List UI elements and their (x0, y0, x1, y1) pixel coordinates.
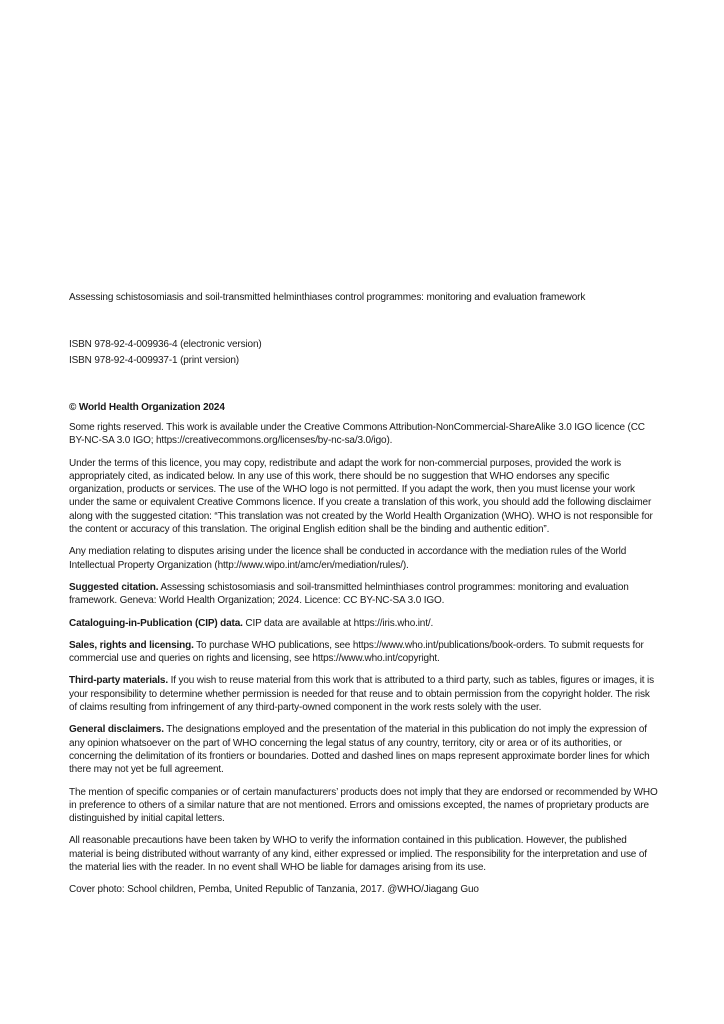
licence-terms-paragraph: Under the terms of this licence, you may copy, redistribute and adapt the work for non-commercial purposes, provided the work is appropriately cited, as indicated below. In any use of this work, there should be no suggestion that WHO endorses any specific organization, products or services. The use of the WHO logo is not permitted. If you adapt the work, then you must license your work under the same or equivalent Creative Commons licence. If you create a translation of this work, you should add the following disclaimer along with the suggested citation: “This translation was not created by the World Health Organization (WHO). WHO is not responsible for the content or accuracy of this translation. The original English edition shall be the binding and authentic edition”. (69, 457, 653, 536)
isbn-print: ISBN 978-92-4-009937-1 (print version) (69, 355, 239, 366)
third-party-paragraph (69, 674, 659, 714)
citation-paragraph (69, 581, 659, 608)
sales-paragraph (69, 639, 659, 666)
rights-paragraph: Some rights reserved. This work is available under the Creative Commons Attribution-NonCommercial-ShareAlike 3.0 IGO licence (CC BY-NC-SA 3.0 IGO; https://creativecommons.org/licenses/by-nc-sa/3.0/igo). (69, 422, 645, 447)
sales-lead: Sales, rights and licensing. (69, 639, 194, 651)
disclaimers-text: The designations employed and the presentation of the material in this publication do not imply the expression of any opinion whatsoever on the part of WHO concerning the legal status of any country, territory, city or area or of its authorities, or concerning the delimitation of its frontiers or boundaries. Dotted and dashed lines on maps represent approximate border lines for which there may not yet be full agreement. (69, 724, 650, 776)
third-party-lead: Third-party materials. (69, 675, 168, 687)
isbn-electronic: ISBN 978-92-4-009936-4 (electronic version) (69, 339, 262, 350)
disclaimers-paragraph (69, 723, 659, 776)
citation-text: Assessing schistosomiasis and soil-transmitted helminthiases control programmes: monitoring and evaluation framework. Geneva: World Health Organization; 2024. Licence: CC BY-NC-SA 3.0 IGO. (69, 581, 629, 607)
companies-paragraph: The mention of specific companies or of certain manufacturers’ products does not imply that they are endorsed or recommended by WHO in preference to others of a similar nature that are not mentioned. Errors and omissions excepted, the names of proprietary products are distinguished by initial capital letters. (69, 786, 658, 825)
cip-paragraph (69, 617, 659, 630)
cip-text: CIP data are available at https://iris.who.int/. (242, 617, 434, 629)
imprint-section (69, 291, 659, 897)
cover-photo-credit: Cover photo: School children, Pemba, United Republic of Tanzania, 2017. @WHO/Jiagang Guo (69, 884, 479, 896)
document-title: Assessing schistosomiasis and soil-transmitted helminthiases control programmes: monitoring and evaluation framework (69, 292, 586, 303)
citation-lead: Suggested citation. (69, 581, 159, 593)
sales-text: To purchase WHO publications, see https://www.who.int/publications/book-orders. To submit requests for commercial use and queries on rights and licensing, see https://www.who.int/copyright. (69, 639, 644, 665)
precautions-paragraph: All reasonable precautions have been taken by WHO to verify the information contained in this publication. However, the published material is being distributed without warranty of any kind, either expressed or implied. The responsibility for the interpretation and use of the material lies with the reader. In no event shall WHO be liable for damages arising from its use. (69, 835, 647, 874)
copyright-notice: © World Health Organization 2024 (69, 402, 225, 413)
isbn-block (69, 337, 659, 369)
third-party-text: If you wish to reuse material from this work that is attributed to a third party, such as tables, figures or images, it is your responsibility to determine whether permission is needed for that reuse and to obtain permission from the copyright holder. The risk of claims resulting from infringement of any third-party-owned component in the work rests solely with the user. (69, 675, 654, 714)
cip-lead: Cataloguing-in-Publication (CIP) data. (69, 617, 243, 629)
mediation-paragraph: Any mediation relating to disputes arising under the licence shall be conducted in accordance with the mediation rules of the World Intellectual Property Organization (http://www.wipo.int/amc/en/mediation/rules/). (69, 546, 627, 571)
disclaimers-lead: General disclaimers. (69, 724, 164, 736)
